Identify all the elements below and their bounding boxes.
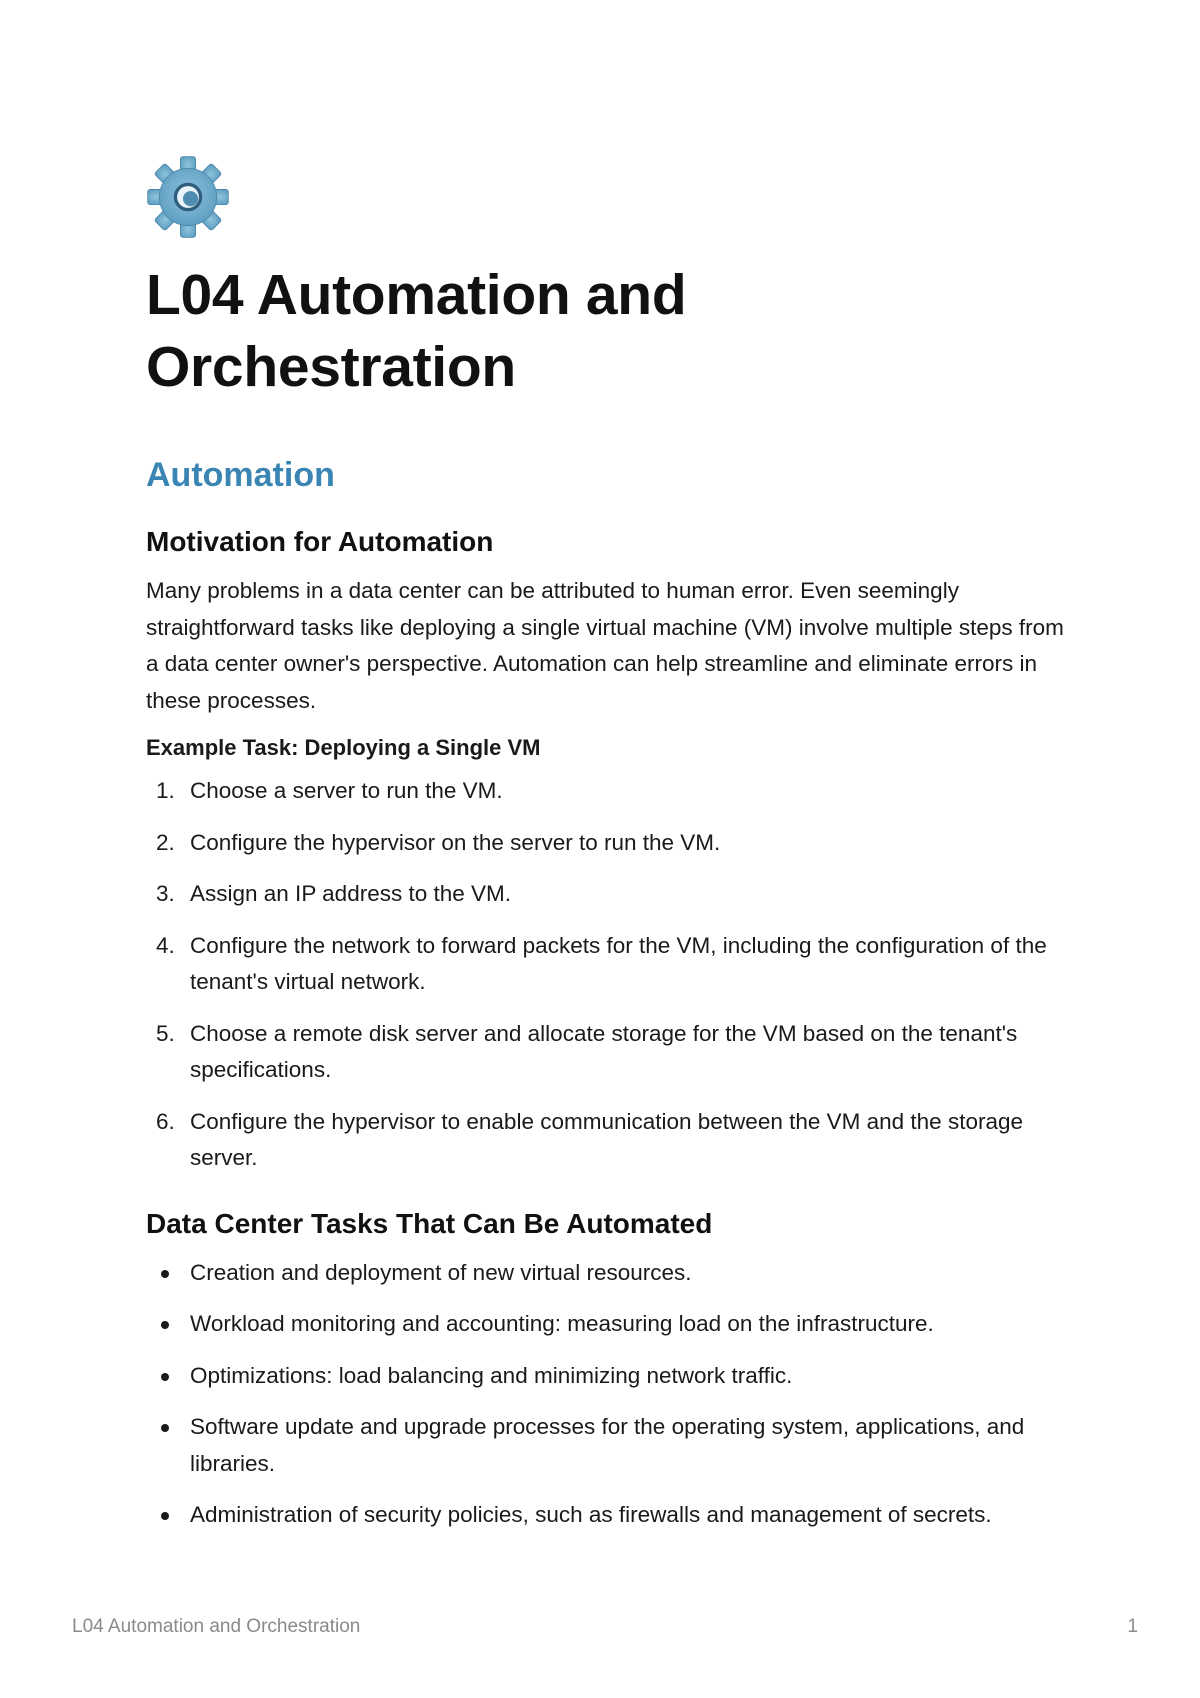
list-item <box>146 1306 1066 1343</box>
list-item-text: Software update and upgrade processes for the operating system, applications, and libraries. <box>190 1414 1025 1476</box>
list-number: 1. <box>156 778 175 803</box>
list-item <box>146 876 1066 913</box>
list-item <box>146 928 1066 1001</box>
list-number: 4. <box>156 932 175 958</box>
list-item <box>146 1104 1066 1177</box>
list-item <box>146 773 1066 810</box>
bullet-icon <box>161 1321 169 1329</box>
footer-title: L04 Automation and Orchestration <box>72 1616 361 1637</box>
bullet-icon <box>161 1373 169 1381</box>
bullet-icon <box>161 1270 169 1278</box>
motivation-paragraph: Many problems in a data center can be attributed to human error. Even seemingly straightforward tasks like deploying a single virtual machine (VM) involve multiple steps from a data center owner's perspective. Automation can help streamline and eliminate errors in these processes. <box>146 578 1064 713</box>
document-page <box>146 155 1066 1549</box>
list-item-text: Choose a server to run the VM. <box>190 778 503 803</box>
list-item <box>146 825 1066 862</box>
list-number: 5. <box>156 1020 175 1046</box>
list-number: 6. <box>156 1108 175 1134</box>
list-item <box>146 1016 1066 1089</box>
tasks-heading: Data Center Tasks That Can Be Automated <box>146 1207 713 1239</box>
bullet-icon <box>161 1512 169 1520</box>
tasks-list <box>146 1255 1066 1534</box>
list-item-text: Administration of security policies, such as firewalls and management of secrets. <box>190 1502 992 1527</box>
list-item-text: Creation and deployment of new virtual resources. <box>190 1259 692 1285</box>
list-item-text: Workload monitoring and accounting: measuring load on the infrastructure. <box>190 1311 934 1336</box>
list-item <box>146 1497 1066 1534</box>
list-item-text: Optimizations: load balancing and minimizing network traffic. <box>190 1362 793 1388</box>
list-number: 3. <box>156 881 175 906</box>
section-heading-automation: Automation <box>146 456 335 494</box>
page-title: L04 Automation and Orchestration <box>146 263 687 399</box>
bullet-icon <box>161 1424 169 1432</box>
list-item-text: Configure the hypervisor on the server to run the VM. <box>190 829 721 855</box>
example-task-label: Example Task: Deploying a Single VM <box>146 735 541 760</box>
list-item <box>146 1409 1066 1482</box>
steps-list <box>146 773 1066 1177</box>
list-item-text: Configure the network to forward packets for the VM, including the configuration of the tenant's virtual network. <box>190 932 1047 994</box>
list-item-text: Choose a remote disk server and allocate storage for the VM based on the tenant's specifications. <box>190 1020 1018 1082</box>
page-number: 1 <box>1127 1616 1138 1637</box>
motivation-heading: Motivation for Automation <box>146 526 494 557</box>
list-item-text: Assign an IP address to the VM. <box>190 881 512 906</box>
list-item <box>146 1255 1066 1292</box>
list-item <box>146 1358 1066 1395</box>
list-item-text: Configure the hypervisor to enable communication between the VM and the storage server. <box>190 1108 1023 1170</box>
list-number: 2. <box>156 829 175 855</box>
gear-icon <box>146 155 230 239</box>
page-footer <box>72 1616 1138 1638</box>
